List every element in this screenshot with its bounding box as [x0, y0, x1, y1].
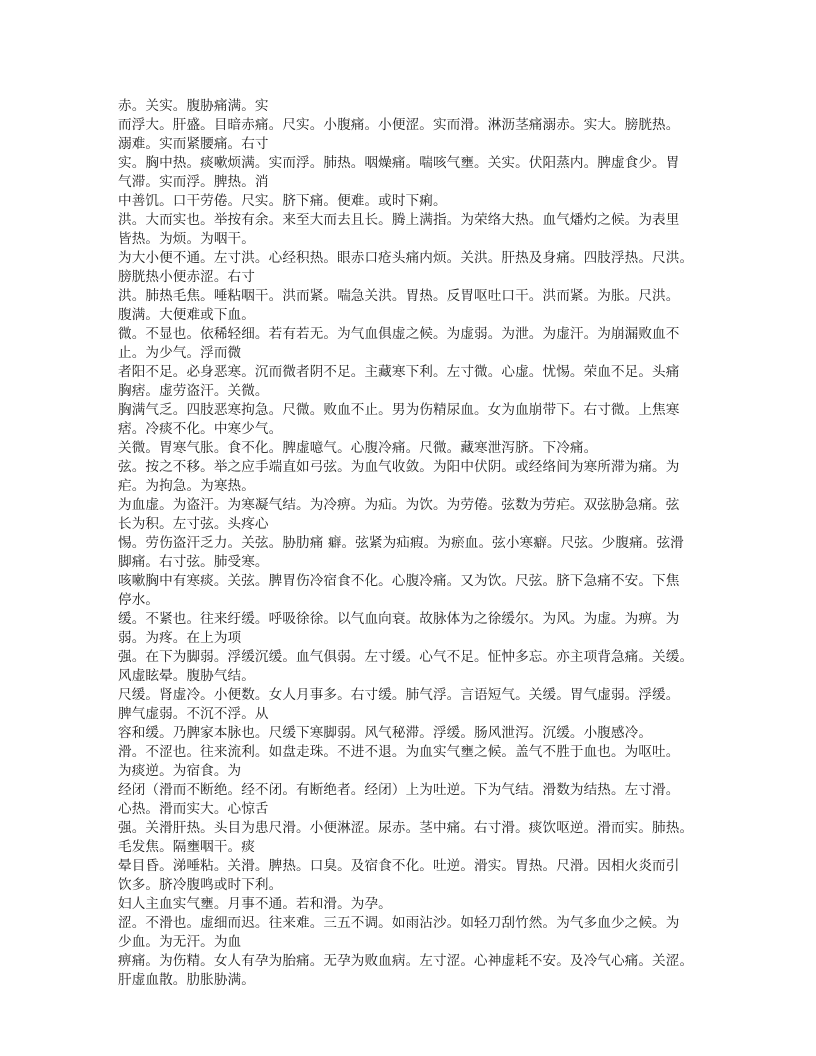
- text-line: 洪。大而实也。举按有余。来至大而去且长。腾上满指。为荣络大热。血气燔灼之候。为表里: [118, 212, 680, 228]
- text-line: 饮多。脐冷腹鸣或时下利。: [118, 877, 283, 893]
- text-line: 胸满气乏。四肢恶寒拘急。尺微。败血不止。男为伤精尿血。女为血崩带下。右寸微。上焦寒: [118, 402, 680, 418]
- text-line: 脚痛。右寸弦。肺受寒。: [118, 554, 269, 570]
- text-line: 涩。不滑也。虚细而迟。往来难。三五不调。如雨沾沙。如轻刀刮竹然。为气多血少之候。为: [118, 915, 680, 931]
- text-line: 妇人主血实气壅。月事不通。若和滑。为孕。: [118, 896, 392, 912]
- text-line: 尺缓。肾虚冷。小便数。女人月事多。右寸缓。肺气浮。言语短气。关缓。胃气虚弱。浮缓。: [118, 687, 680, 703]
- text-line: 赤。关实。腹胁痛满。实: [118, 98, 269, 114]
- text-line: 胸痞。虚劳盗汗。关微。: [118, 383, 269, 399]
- text-line: 者阳不足。必身恶寒。沉而微者阴不足。主藏寒下利。左寸微。心虚。忧惕。荣血不足。头痛: [118, 364, 680, 380]
- document-page: [118, 97, 718, 990]
- text-line: 咳嗽胸中有寒痰。关弦。脾胃伤冷宿食不化。心腹冷痛。又为饮。尺弦。脐下急痛不安。下焦: [118, 573, 680, 589]
- text-line: 腹满。大便难或下血。: [118, 307, 255, 323]
- text-line: 而浮大。肝盛。目暗赤痛。尺实。小腹痛。小便涩。实而滑。淋沥茎痛溺赤。实大。膀胱热。: [118, 117, 680, 133]
- text-line: 微。不显也。依稀轻细。若有若无。为气血俱虚之候。为虚弱。为泄。为虚汗。为崩漏败血不: [118, 326, 680, 342]
- text-line: 少血。为无汗。为血: [118, 934, 242, 950]
- text-line: 止。为少气。浮而微: [118, 345, 242, 361]
- text-line: 膀胱热小便赤涩。右寸: [118, 269, 255, 285]
- text-line: 经闭（滑而不断绝。经不闭。有断绝者。经闭）上为吐逆。下为气结。滑数为结热。左寸滑。: [118, 782, 680, 798]
- text-line: 风虚眩晕。腹胁气结。: [118, 668, 255, 684]
- text-line: 弦。按之不移。举之应手端直如弓弦。为血气收敛。为阳中伏阴。或经络间为寒所滞为痛。为: [118, 459, 680, 475]
- text-line: 溺难。实而紧腰痛。右寸: [118, 136, 269, 152]
- text-line: 皆热。为烦。为咽干。: [118, 231, 255, 247]
- text-line: 关微。胃寒气胀。食不化。脾虚噫气。心腹冷痛。尺微。藏寒泄泻脐。下冷痛。: [118, 440, 598, 456]
- text-line: 强。在下为脚弱。浮缓沉缓。血气俱弱。左寸缓。心气不足。怔忡多忘。亦主项背急痛。关缓。: [118, 649, 694, 665]
- text-line: 惕。劳伤盗汗乏力。关弦。胁肋痛 癖。弦紧为疝瘕。为瘀血。弦小寒癖。尺弦。少腹痛。弦滑: [118, 535, 684, 551]
- text-line: 实。胸中热。痰嗽烦满。实而浮。肺热。咽燥痛。喘咳气壅。关实。伏阳蒸内。脾虚食少。胃: [118, 155, 680, 171]
- text-line: 缓。不紧也。往来纡缓。呼吸徐徐。以气血向衰。故脉体为之徐缓尔。为风。为虚。为痹。为: [118, 611, 680, 627]
- text-line: 晕目昏。涕唾粘。关滑。脾热。口臭。及宿食不化。吐逆。滑实。胃热。尺滑。因相火炎而引: [118, 858, 680, 874]
- text-line: 长为积。左寸弦。头疼心: [118, 516, 269, 532]
- text-line: 脾气虚弱。不沉不浮。从: [118, 706, 269, 722]
- text-line: 疟。为拘急。为寒热。: [118, 478, 255, 494]
- text-line: 洪。肺热毛焦。唾粘咽干。洪而紧。喘急关洪。胃热。反胃呕吐口干。洪而紧。为胀。尺洪。: [118, 288, 680, 304]
- text-line: 为痰逆。为宿食。为: [118, 763, 242, 779]
- text-line: 毛发焦。隔壅咽干。痰: [118, 839, 255, 855]
- text-line: 停水。: [118, 592, 160, 608]
- text-line: 强。关滑肝热。头目为患尺滑。小便淋涩。尿赤。茎中痛。右寸滑。痰饮呕逆。滑而实。肺热。: [118, 820, 694, 836]
- text-line: 心热。滑而实大。心惊舌: [118, 801, 269, 817]
- text-line: 气滞。实而浮。脾热。消: [118, 174, 269, 190]
- text-line: 痹痛。为伤精。女人有孕为胎痛。无孕为败血病。左寸涩。心神虚耗不安。及冷气心痛。关涩。: [118, 953, 694, 969]
- text-line: 为血虚。为盗汗。为寒凝气结。为冷痹。为疝。为饮。为劳倦。弦数为劳疟。双弦胁急痛。弦: [118, 497, 680, 513]
- text-line: 肝虚血散。肋胀胁满。: [118, 972, 255, 988]
- text-line: 容和缓。乃脾家本脉也。尺缓下寒脚弱。风气秘滞。浮缓。肠风泄泻。沉缓。小腹感冷。: [118, 725, 653, 741]
- text-line: 为大小便不通。左寸洪。心经积热。眼赤口疮头痛内烦。关洪。肝热及身痛。四肢浮热。尺洪。: [118, 250, 694, 266]
- text-line: 滑。不涩也。往来流利。如盘走珠。不进不退。为血实气壅之候。盖气不胜于血也。为呕吐。: [118, 744, 680, 760]
- text-line: 中善饥。口干劳倦。尺实。脐下痛。便难。或时下痢。: [118, 193, 447, 209]
- text-line: 弱。为疼。在上为项: [118, 630, 242, 646]
- text-line: 痞。冷痰不化。中寒少气。: [118, 421, 283, 437]
